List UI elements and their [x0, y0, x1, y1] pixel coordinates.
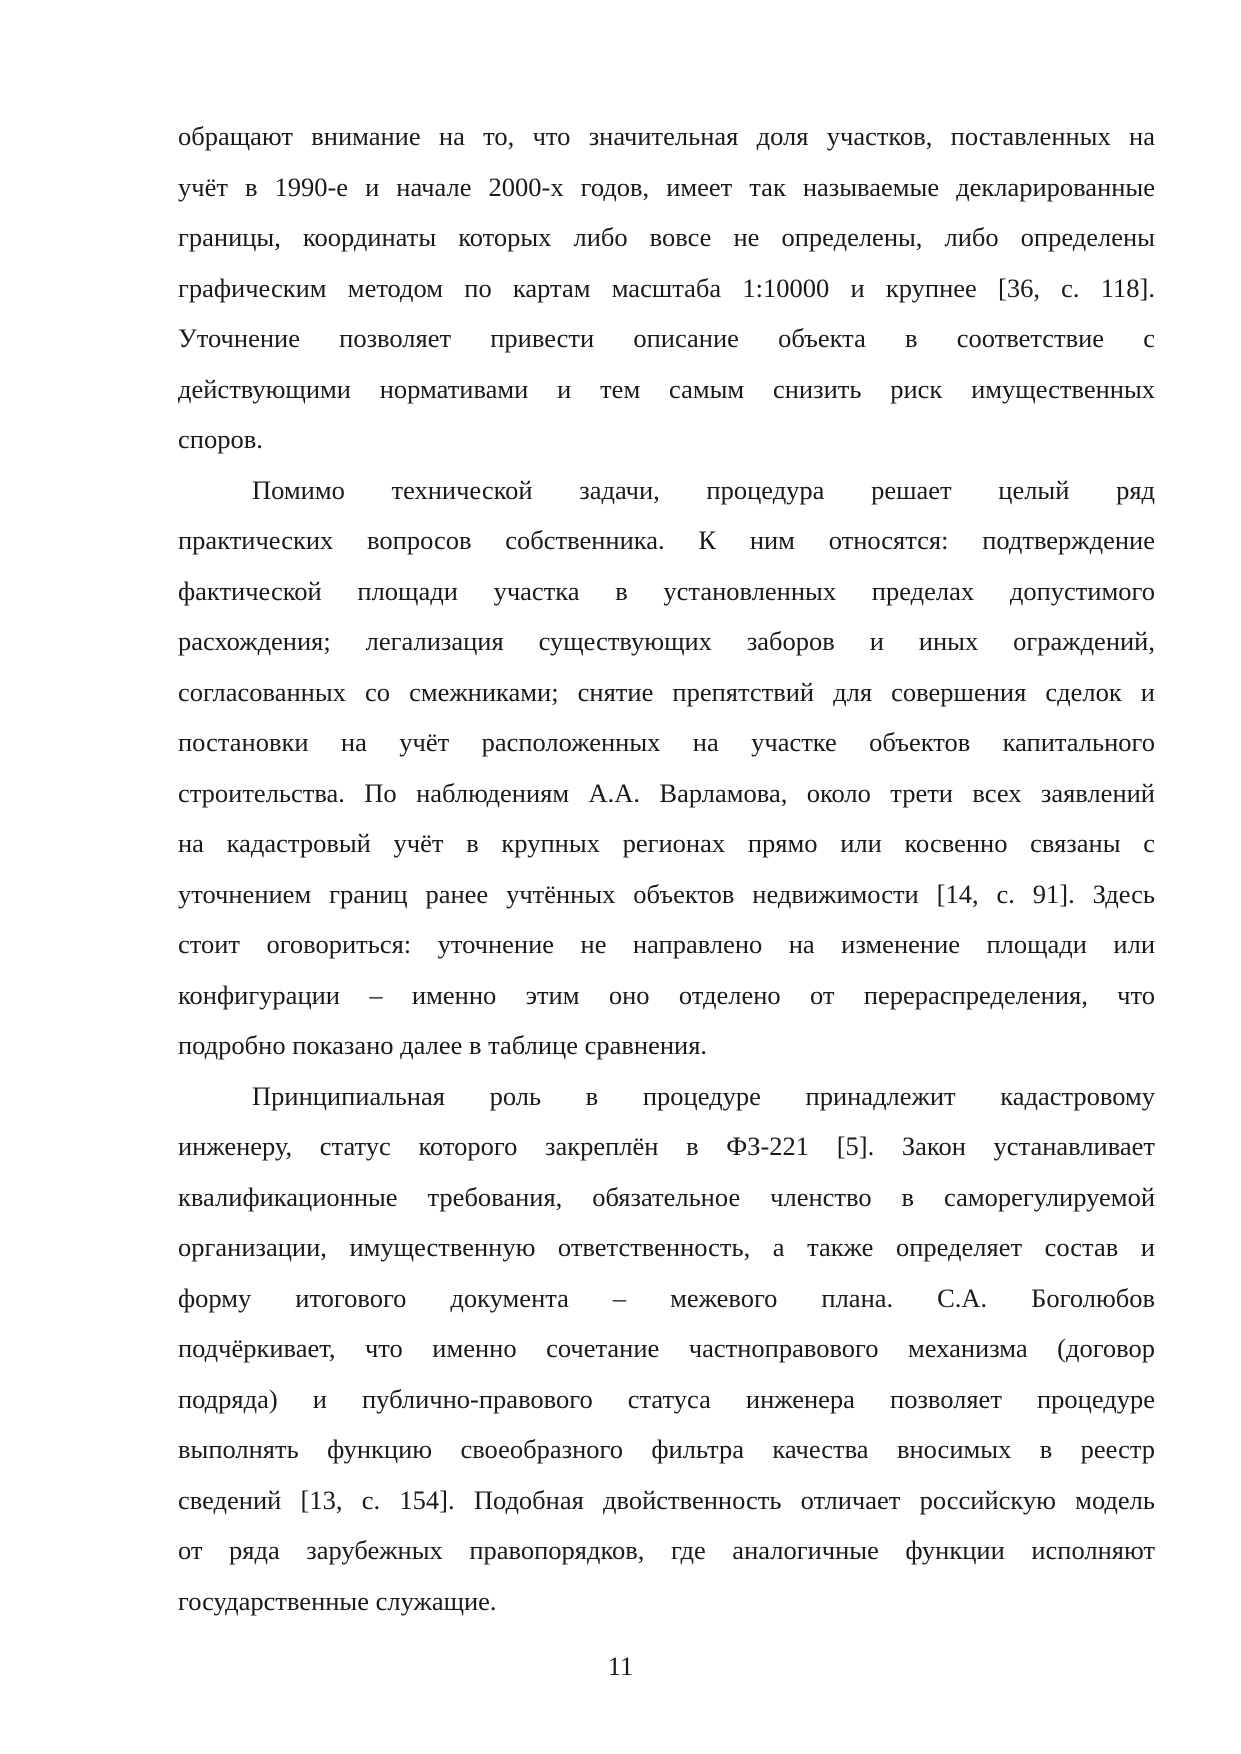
text-line: выполнять функцию своеобразного фильтра качества вносимых в реестр — [178, 1434, 1155, 1464]
text-line: согласованных со смежниками; снятие препятствий для совершения сделок и — [178, 676, 1155, 707]
text-line: Уточнение позволяет привести описание объекта в соответствие с — [178, 323, 1155, 353]
text-line: организации, имущественную ответственность, а также определяет состав и — [178, 1232, 1155, 1262]
text-line: квалификационные требования, обязательное членство в саморегулируемой — [178, 1181, 1155, 1212]
text-line: форму итогового документа – межевого плана. С.А. Боголюбов — [178, 1282, 1155, 1313]
paragraph-2 — [178, 465, 1155, 1071]
text-line: графическим методом по картам масштаба 1:10000 и крупнее [36, с. 118]. — [178, 272, 1155, 303]
text-line: инженеру, статус которого закреплён в ФЗ-221 [5]. Закон устанавливает — [178, 1131, 1155, 1161]
text-line: постановки на учёт расположенных на участке объектов капитального — [178, 727, 1155, 757]
text-line: обращают внимание на то, что значительная доля участков, поставленных на — [178, 121, 1155, 151]
text-line: на кадастровый учёт в крупных регионах прямо или косвенно связаны с — [178, 828, 1155, 858]
text-line: подряда) и публично-правового статуса инженера позволяет процедуре — [178, 1383, 1155, 1414]
text-line: Принципиальная роль в процедуре принадлежит кадастровому — [252, 1080, 1155, 1111]
text-line: практических вопросов собственника. К ним относятся: подтверждение — [178, 525, 1155, 555]
text-line: границы, координаты которых либо вовсе не определены, либо определены — [178, 222, 1155, 252]
text-line: фактической площади участка в установленных пределах допустимого — [178, 575, 1155, 606]
text-line: расхождения; легализация существующих заборов и иных ограждений, — [178, 626, 1155, 656]
text-line: сведений [13, с. 154]. Подобная двойственность отличает российскую модель — [178, 1484, 1155, 1515]
text-line: подчёркивает, что именно сочетание частноправового механизма (договор — [178, 1333, 1155, 1363]
text-line: подробно показано далее в таблице сравнения. — [178, 1030, 708, 1060]
text-line: строительства. По наблюдениям А.А. Варламова, около трети всех заявлений — [178, 777, 1155, 808]
text-line: учёт в 1990-е и начале 2000-х годов, имеет так называемые декларированные — [178, 171, 1155, 202]
text-line: государственные служащие. — [178, 1585, 497, 1616]
text-line: стоит оговориться: уточнение не направлено на изменение площади или — [178, 929, 1155, 959]
paragraph-3 — [178, 1071, 1155, 1627]
page-number: 11 — [607, 1651, 634, 1681]
text-line: споров. — [178, 424, 263, 454]
text-line: конфигурации – именно этим оно отделено от перераспределения, что — [178, 979, 1155, 1010]
body-text — [178, 111, 1155, 1626]
paragraph-1 — [178, 111, 1155, 465]
text-line: Помимо технической задачи, процедура решает целый ряд — [252, 474, 1155, 505]
text-line: от ряда зарубежных правопорядков, где аналогичные функции исполняют — [178, 1535, 1155, 1565]
text-line: уточнением границ ранее учтённых объектов недвижимости [14, с. 91]. Здесь — [178, 878, 1155, 909]
text-line: действующими нормативами и тем самым снизить риск имущественных — [178, 373, 1155, 404]
